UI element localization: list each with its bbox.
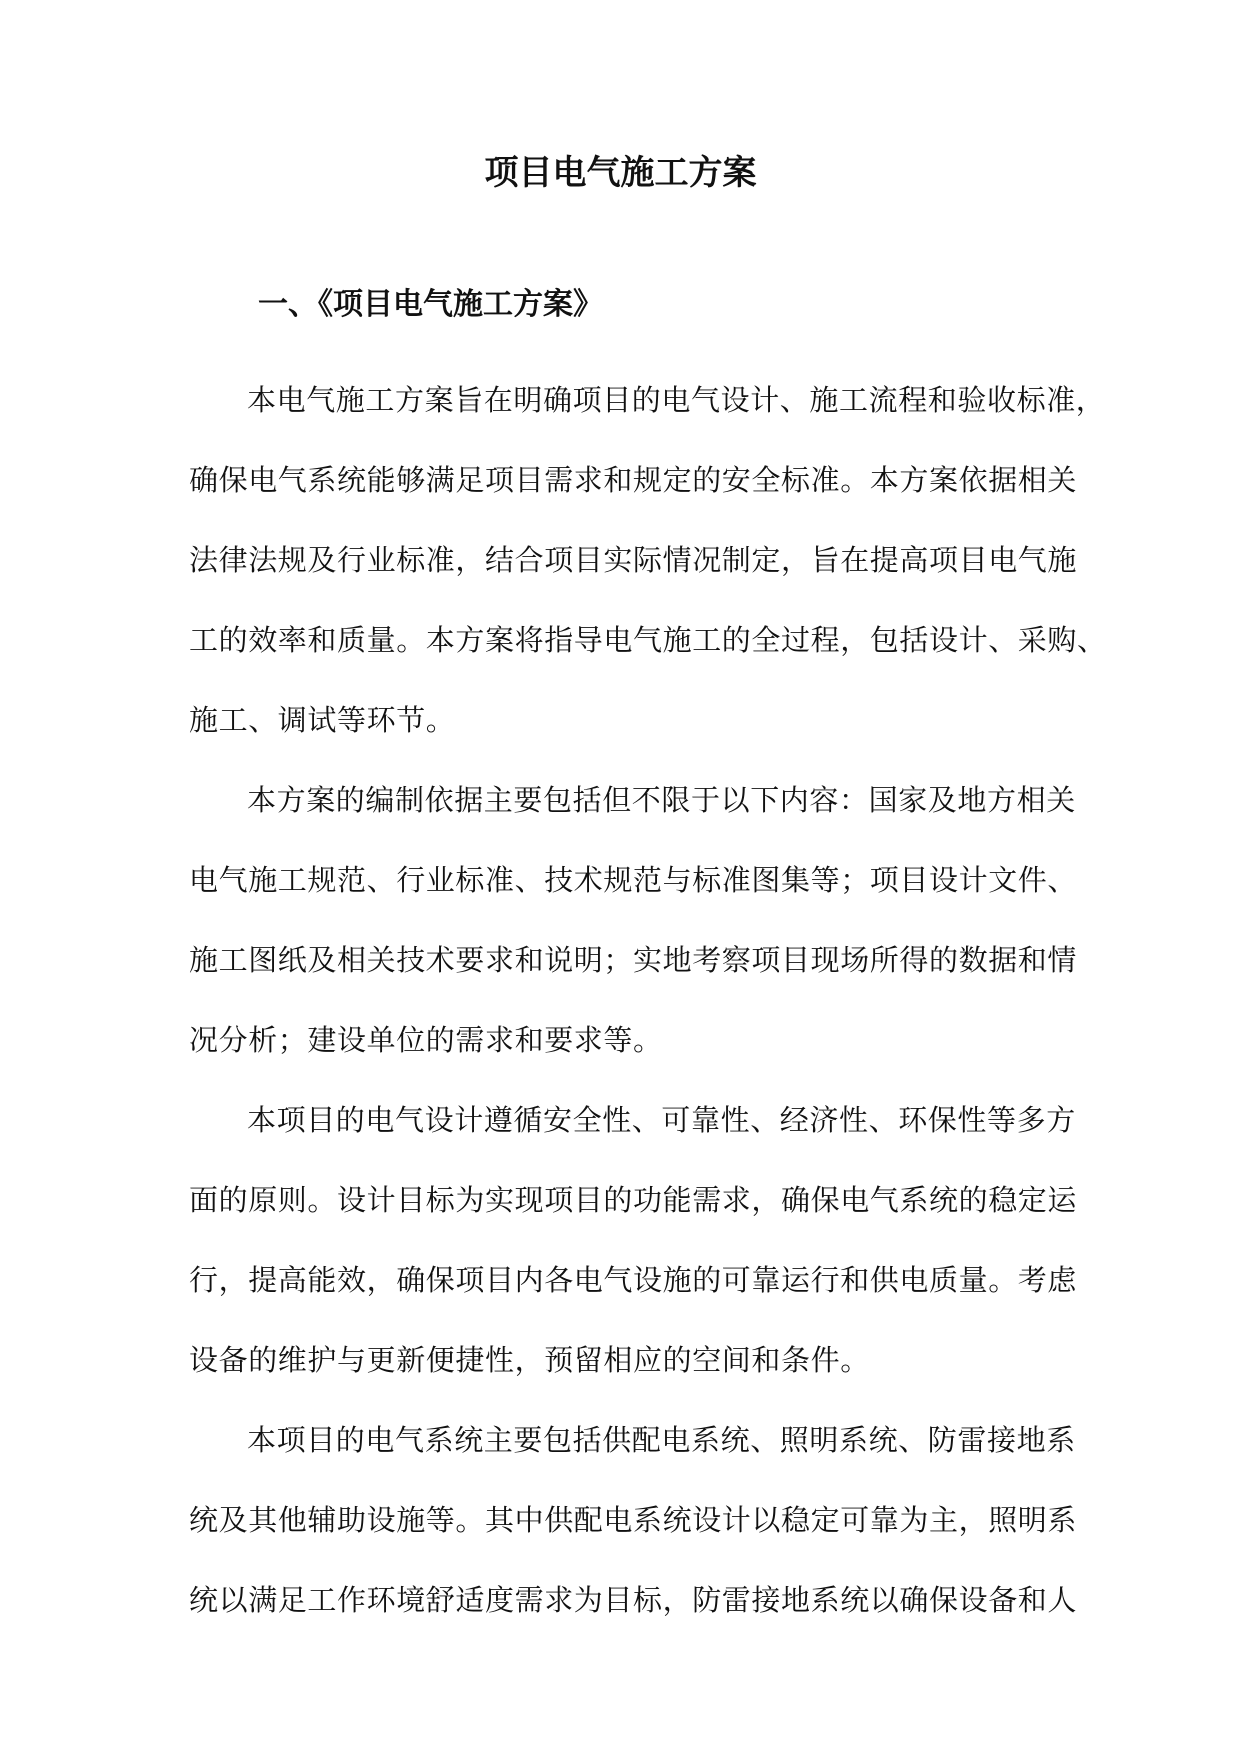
paragraph-design-principles [189, 1080, 1078, 1400]
paragraph-purpose [189, 360, 1107, 760]
paragraph-line: 统及其他辅助设施等。其中供配电系统设计以稳定可靠为主，照明系 [189, 1503, 1078, 1537]
paragraph-line: 本电气施工方案旨在明确项目的电气设计、施工流程和验收标准， [247, 383, 1106, 417]
paragraph-line: 电气施工规范、行业标准、技术规范与标准图集等；项目设计文件、 [189, 863, 1078, 897]
paragraph-line: 施工图纸及相关技术要求和说明；实地考察项目现场所得的数据和情 [189, 943, 1078, 977]
paragraph-line: 统以满足工作环境舒适度需求为目标，防雷接地系统以确保设备和人 [189, 1583, 1078, 1617]
paragraph-system-composition [189, 1400, 1078, 1640]
paragraph-basis [189, 760, 1078, 1080]
section-heading: 一、《项目电气施工方案》 [258, 287, 603, 322]
paragraph-line: 行，提高能效，确保项目内各电气设施的可靠运行和供电质量。考虑 [189, 1263, 1078, 1297]
paragraph-line: 况分析；建设单位的需求和要求等。 [189, 1023, 663, 1057]
paragraph-line: 设备的维护与更新便捷性，预留相应的空间和条件。 [189, 1343, 870, 1377]
paragraph-line: 本方案的编制依据主要包括但不限于以下内容：国家及地方相关 [247, 783, 1076, 817]
paragraph-line: 法律法规及行业标准，结合项目实际情况制定，旨在提高项目电气施 [189, 543, 1078, 577]
paragraph-line: 本项目的电气系统主要包括供配电系统、照明系统、防雷接地系 [247, 1423, 1076, 1457]
paragraph-line: 本项目的电气设计遵循安全性、可靠性、经济性、环保性等多方 [247, 1103, 1076, 1137]
document-title: 项目电气施工方案 [484, 153, 757, 193]
paragraph-line: 面的原则。设计目标为实现项目的功能需求，确保电气系统的稳定运 [189, 1183, 1078, 1217]
paragraph-line: 确保电气系统能够满足项目需求和规定的安全标准。本方案依据相关 [189, 463, 1078, 497]
paragraph-line: 工的效率和质量。本方案将指导电气施工的全过程，包括设计、采购、 [189, 623, 1107, 657]
document-body [189, 360, 1107, 1640]
paragraph-line: 施工、调试等环节。 [189, 703, 456, 737]
